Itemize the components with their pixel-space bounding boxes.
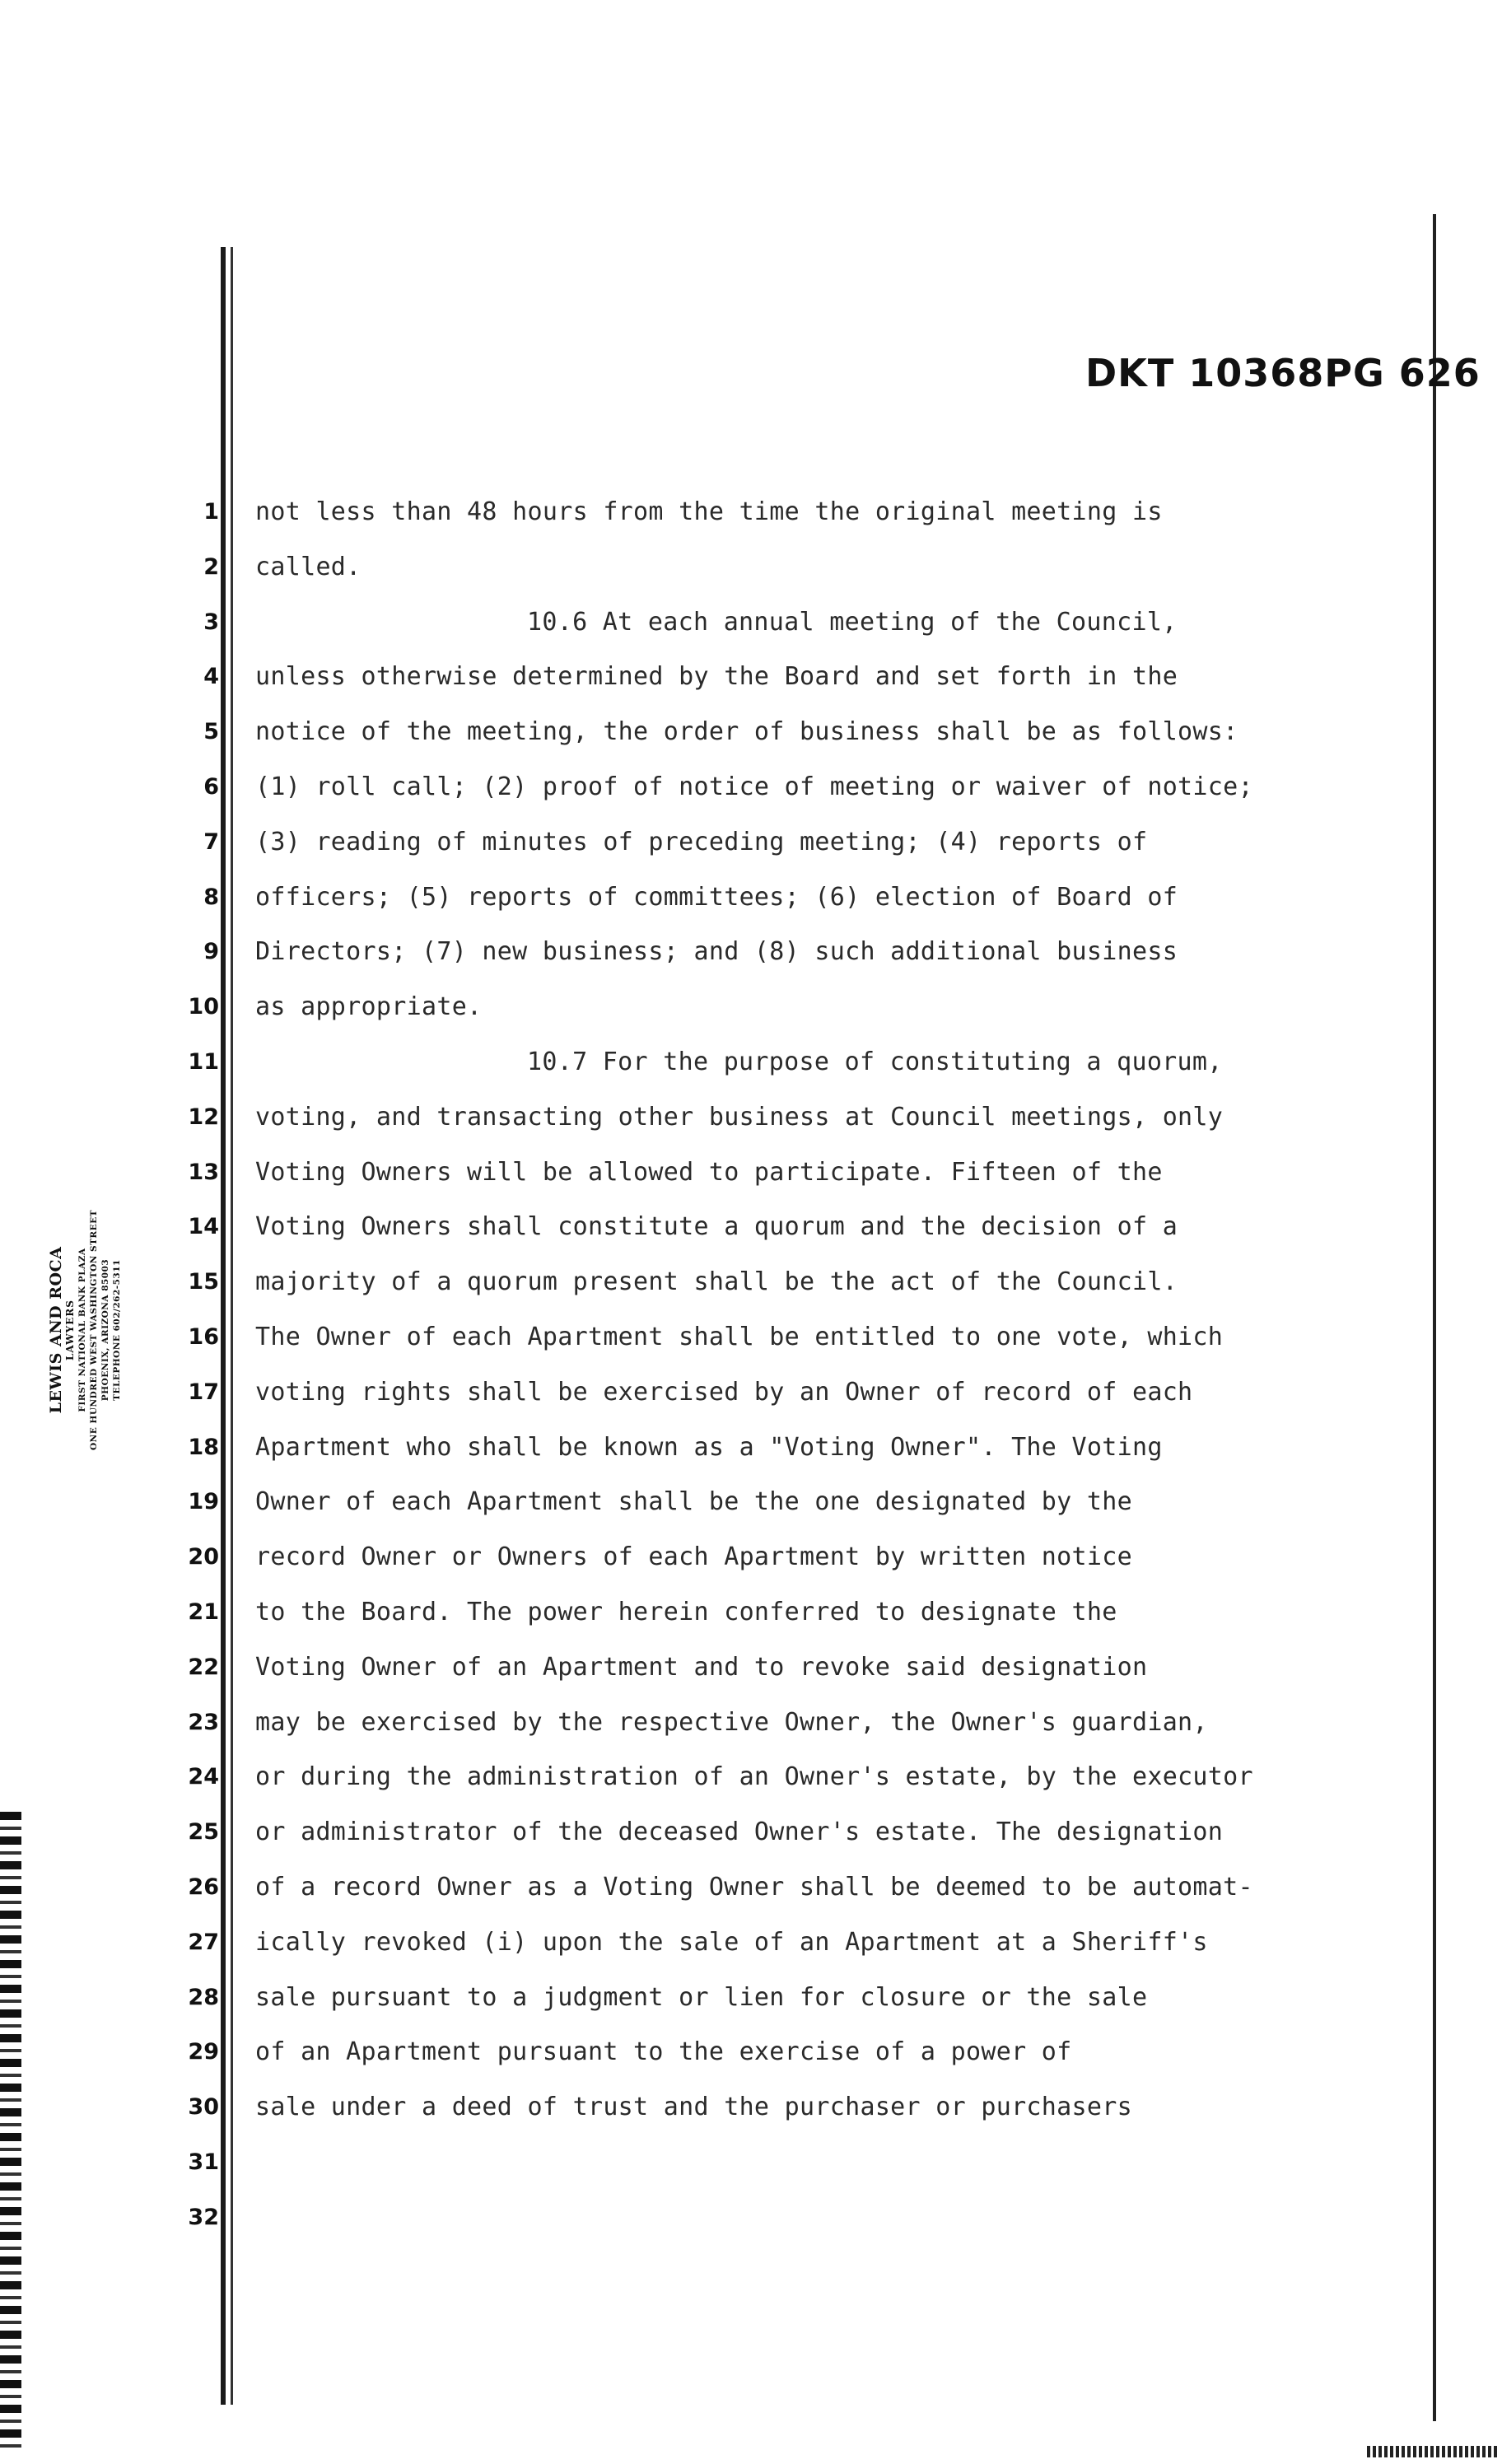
line-text: 10.6 At each annual meeting of the Council, [527,608,1178,637]
line-number: 28 [188,1985,219,2010]
right-margin-rule [1433,214,1436,2421]
line-number: 16 [188,1324,219,1350]
line-text: to the Board. The power herein conferred to designate the [255,1598,1117,1626]
firm-name: LEWIS AND ROCA [47,1246,65,1414]
line-number: 2 [203,554,219,580]
firm-address-line: PHOENIX, ARIZONA 85003 [100,1258,110,1402]
line-text: officers; (5) reports of committees; (6) election of Board of [255,883,1178,912]
line-text: voting rights shall be exercised by an Owner of record of each [255,1378,1193,1407]
line-text: (1) roll call; (2) proof of notice of meeting or waiver of notice; [255,772,1253,801]
left-margin-rule [221,247,226,2405]
line-text: or administrator of the deceased Owner's estate. The designation [255,1818,1224,1846]
line-text: The Owner of each Apartment shall be entitled to one vote, which [255,1323,1224,1351]
firm-address-line: FIRST NATIONAL BANK PLAZA [77,1248,87,1412]
line-number: 1 [203,499,219,525]
line-number: 27 [188,1930,219,1955]
line-text: Directors; (7) new business; and (8) such additional business [255,937,1178,966]
firm-title: LAWYERS [64,1300,76,1360]
line-number: 8 [203,884,219,910]
line-number: 20 [188,1544,219,1570]
line-text: sale under a deed of trust and the purchaser or purchasers [255,2093,1132,2121]
line-text: of an Apartment pursuant to the exercise of a power of [255,2037,1072,2066]
line-text: voting, and transacting other business at Council meetings, only [255,1103,1224,1132]
line-text: not less than 48 hours from the time the original meeting is [255,497,1163,526]
line-text: unless otherwise determined by the Board and set forth in the [255,662,1178,691]
line-text: Voting Owners will be allowed to participate. Fifteen of the [255,1158,1163,1187]
firm-address-line: ONE HUNDRED WEST WASHINGTON STREET [89,1210,99,1450]
document-reference-stamp: DKT 10368PG 626 [1085,351,1481,395]
law-firm-stamp [48,1190,123,1470]
line-number: 14 [188,1214,219,1239]
line-text: record Owner or Owners of each Apartment by written notice [255,1542,1132,1571]
line-text: called. [255,553,362,581]
line-number: 31 [188,2149,219,2175]
line-text: as appropriate. [255,992,483,1021]
line-number: 12 [188,1104,219,1130]
line-text: Owner of each Apartment shall be the one designated by the [255,1487,1132,1516]
line-number: 10 [188,994,219,1020]
line-number: 18 [188,1435,219,1460]
left-margin-rule-inner [231,247,233,2405]
line-number: 11 [188,1049,219,1075]
line-number: 19 [188,1489,219,1514]
line-text: may be exercised by the respective Owner, the Owner's guardian, [255,1708,1208,1737]
line-number: 30 [188,2094,219,2120]
line-text: ically revoked (i) upon the sale of an Apartment at a Sheriff's [255,1928,1208,1957]
line-number: 17 [188,1379,219,1405]
line-number: 21 [188,1599,219,1625]
line-text: sale pursuant to a judgment or lien for closure or the sale [255,1983,1148,2012]
line-number: 9 [203,939,219,964]
line-number: 4 [203,664,219,689]
line-number: 13 [188,1160,219,1185]
line-text: of a record Owner as a Voting Owner shall be deemed to be automat- [255,1873,1253,1902]
line-number: 15 [188,1269,219,1295]
line-number: 6 [203,774,219,800]
line-number: 23 [188,1710,219,1735]
line-text: or during the administration of an Owner's estate, by the executor [255,1762,1253,1791]
line-text: Voting Owner of an Apartment and to revoke said designation [255,1653,1148,1682]
line-text: notice of the meeting, the order of business shall be as follows: [255,717,1238,746]
line-number: 24 [188,1764,219,1790]
line-text: majority of a quorum present shall be the act of the Council. [255,1267,1178,1296]
line-number: 32 [188,2205,219,2230]
line-text: Apartment who shall be known as a "Voting Owner". The Voting [255,1433,1163,1462]
line-number: 26 [188,1874,219,1900]
line-number: 3 [203,609,219,635]
scan-bottom-marks [1367,2446,1499,2457]
line-number: 29 [188,2039,219,2065]
scan-edge-marks [0,1812,21,2454]
line-text: 10.7 For the purpose of constituting a quorum, [527,1048,1223,1076]
line-number: 5 [203,719,219,744]
line-number: 22 [188,1654,219,1680]
firm-address-line: TELEPHONE 602/262-5311 [112,1259,122,1401]
line-text: (3) reading of minutes of preceding meeting; (4) reports of [255,828,1148,856]
line-number: 25 [188,1819,219,1845]
line-text: Voting Owners shall constitute a quorum and the decision of a [255,1212,1178,1241]
line-number: 7 [203,829,219,855]
